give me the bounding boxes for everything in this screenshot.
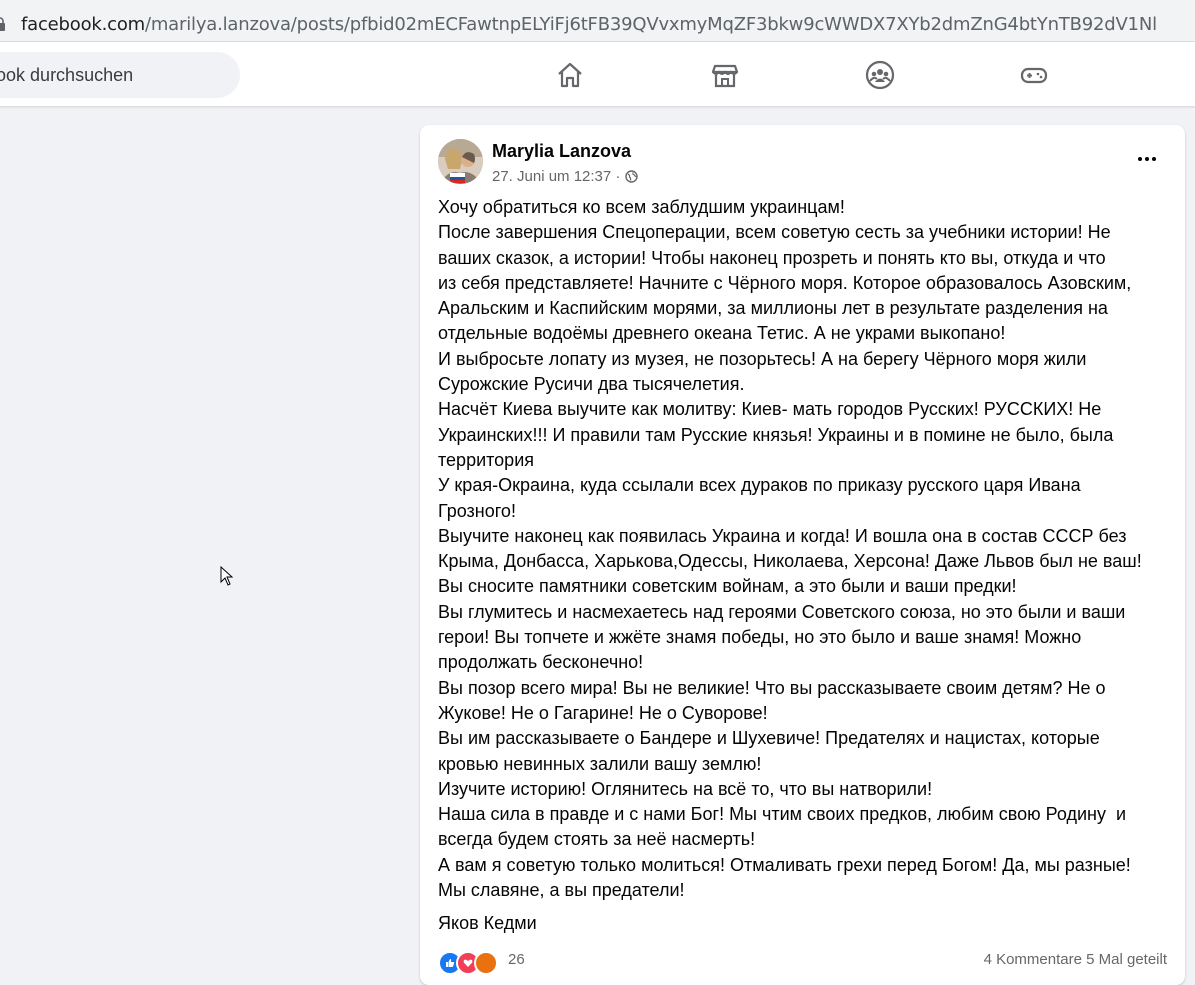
facebook-top-nav xyxy=(0,42,1195,107)
browser-address-bar xyxy=(0,0,1195,42)
post-stats[interactable]: 4 Kommentare 5 Mal geteilt xyxy=(983,951,1167,968)
url-text xyxy=(21,14,1157,35)
post-card xyxy=(420,125,1185,985)
dot-icon xyxy=(1138,157,1142,161)
groups-icon[interactable] xyxy=(863,58,897,92)
reaction-count[interactable]: 26 xyxy=(508,951,525,968)
globe-icon xyxy=(625,170,638,183)
lock-icon xyxy=(0,17,6,31)
post-text: Хочу обратиться ко всем заблудшим украинцам! После завершения Спецоперации, всем советую сесть за учебники истории! Не ваших сказок, а истории! Чтобы наконец прозреть и понять кто вы, откуда и что из себя представляете! Начните с Чёрного моря. Которое образовалось Азовским, Аральским и Каспийским морями, за миллионы лет в результате разделения на отдельные водоёмы древнего океана Тетис. А не украми выкопано! И выбросьте лопату из музея, не позорьтесь! А на берегу Чёрного моря жили Сурожские Русичи два тысячелетия. Насчёт Киева выучите как молитву: Киев- мать городов Русских! РУССКИХ! Не Украинских!!! И правили там Русские князья! Украины и в помине не было, была территория У края-Окраина, куда ссылали всех дураков по приказу русского царя Ивана Грозного! Выучите наконец как появилась Украина и когда! И вошла она в состав СССР без Крыма, Донбасса, Харькова,Одессы, Николаева, Херсона! Даже Львов был не ваш! Вы сносите памятники советским войнам, а это были и ваши предки! Вы глумитесь и насмехаетесь над героями Советского союза, но это были и ваши герои! Вы топчете и жжёте знамя победы, но это было и ваше знамя! Можно продолжать бесконечно! Вы позор всего мира! Вы не великие! Что вы рассказываете своим детям? Не о Жукове! Не о Гагарине! Не о Суворове! Вы им рассказываете о Бандере и Шухевиче! Предателях и нацистах, которые кровью невинных залили вашу землю! Изучите историю! Оглянитесь на всё то, что вы натворили! Наша сила в правде и с нами Бог! Мы чтим своих предков, любим свою Родину и всегда будем стоять за неё насмерть! А вам я советую только молиться! Отмаливать грехи перед Богом! Да, мы разные! Мы славяне, а вы предатели! xyxy=(438,197,1142,901)
reaction-icons[interactable] xyxy=(438,951,492,975)
post-more-options-button[interactable] xyxy=(1127,147,1167,171)
search-input[interactable] xyxy=(0,52,240,98)
post-author-name[interactable]: Marylia Lanzova xyxy=(492,141,632,161)
marketplace-icon[interactable] xyxy=(708,58,742,92)
post-meta xyxy=(492,168,638,185)
post-timestamp[interactable]: 27. Juni um 12:37 · xyxy=(492,168,621,185)
url-field[interactable] xyxy=(0,4,1195,38)
dot-icon xyxy=(1152,157,1156,161)
home-icon[interactable] xyxy=(553,58,587,92)
gaming-icon[interactable] xyxy=(1017,58,1051,92)
dot-icon xyxy=(1145,157,1149,161)
post-signature: Яков Кедми xyxy=(438,913,537,933)
url-host: facebook.com xyxy=(21,14,145,35)
mouse-cursor-icon xyxy=(220,566,234,586)
angry-reaction-icon xyxy=(474,951,498,975)
url-path: /marilya.lanzova/posts/pfbid02mECFawtnpELYiFj6tFB39QVvxmyMqZF3bkw9cWWDX7XYb2dmZnG4btYnTB92dV1Nl xyxy=(144,14,1157,35)
avatar[interactable] xyxy=(438,139,483,184)
